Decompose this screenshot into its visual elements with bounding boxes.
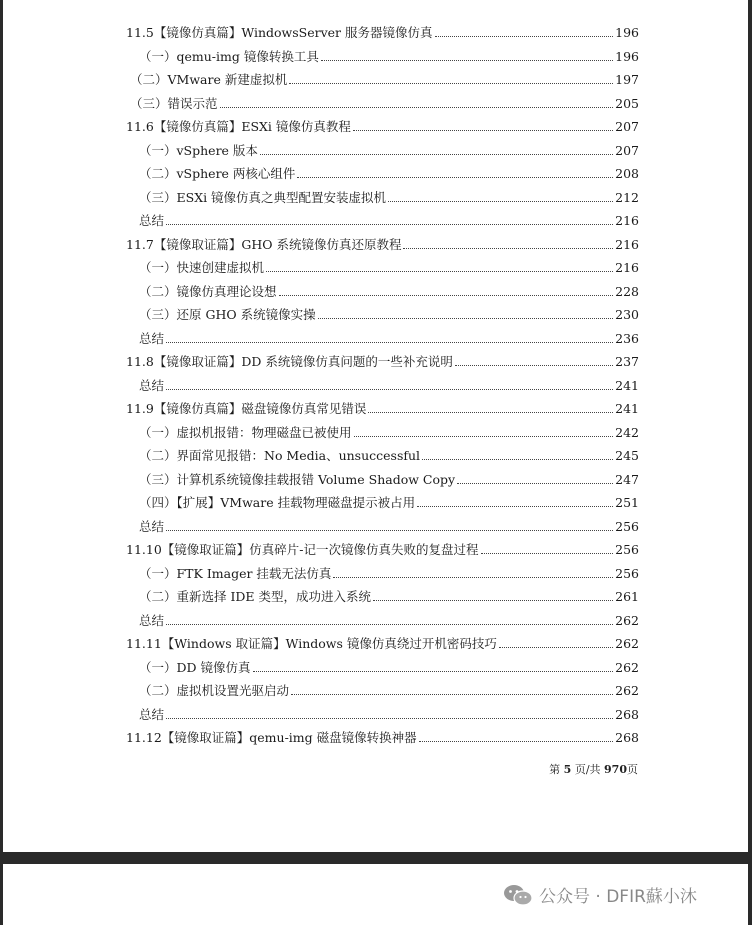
- toc-leader-dots: [481, 553, 614, 554]
- toc-leader-dots: [417, 506, 613, 507]
- toc-entry-page: 197: [615, 72, 639, 87]
- toc-entry[interactable]: [130, 68, 639, 88]
- toc-entry-page: 262: [615, 636, 639, 651]
- toc-entry-page: 208: [615, 166, 639, 181]
- toc-entry[interactable]: [139, 186, 639, 206]
- toc-entry[interactable]: [139, 327, 639, 347]
- toc-entry-page: 212: [615, 189, 639, 205]
- toc-entry-page: 262: [615, 612, 639, 628]
- toc-entry[interactable]: [126, 632, 639, 652]
- toc-entry[interactable]: [139, 562, 639, 582]
- toc-entry-page: 216: [615, 213, 639, 228]
- toc-entry-page: 230: [615, 307, 639, 322]
- toc-entry-title: （四）【扩展】VMware 挂载物理磁盘提示被占用: [139, 495, 416, 510]
- toc-leader-dots: [499, 647, 613, 648]
- toc-entry-page: 196: [615, 48, 639, 64]
- toc-entry[interactable]: [126, 115, 639, 135]
- toc-leader-dots: [253, 671, 614, 672]
- toc-leader-dots: [353, 130, 613, 131]
- toc-entry-page: 268: [615, 706, 639, 722]
- toc-leader-dots: [457, 483, 613, 484]
- toc-entry-page: 207: [615, 119, 639, 134]
- toc-entry-page: 247: [615, 471, 639, 487]
- toc-entry[interactable]: [126, 233, 639, 253]
- toc-entry-page: 245: [615, 448, 639, 463]
- toc-leader-dots: [166, 389, 613, 390]
- toc-entry-page: 261: [615, 589, 639, 604]
- toc-leader-dots: [435, 36, 614, 37]
- toc-entry-title: 11.11【Windows 取证篇】Windows 镜像仿真绕过开机密码技巧: [126, 636, 497, 651]
- toc-leader-dots: [166, 224, 613, 225]
- toc-entry-page: 256: [615, 518, 639, 534]
- toc-entry-title: 11.7【镜像取证篇】GHO 系统镜像仿真还原教程: [126, 236, 402, 252]
- toc-entry[interactable]: [126, 538, 639, 558]
- toc-leader-dots: [403, 248, 613, 249]
- toc-leader-dots: [354, 436, 614, 437]
- footer-prefix: 第: [549, 763, 564, 776]
- toc-entry-page: 268: [615, 730, 639, 745]
- toc-leader-dots: [321, 60, 613, 61]
- toc-entry-title: （二）vSphere 两核心组件: [139, 166, 296, 181]
- toc-entry[interactable]: [139, 45, 639, 65]
- toc-leader-dots: [297, 177, 613, 178]
- toc-entry[interactable]: [139, 468, 639, 488]
- toc-entry[interactable]: [139, 303, 639, 323]
- toc-entry[interactable]: [130, 92, 639, 112]
- toc-entry[interactable]: [139, 374, 639, 394]
- toc-entry-page: 216: [615, 260, 639, 275]
- toc-entry[interactable]: [139, 139, 639, 159]
- toc-entry[interactable]: [139, 515, 639, 535]
- toc-entry-page: 241: [615, 377, 639, 393]
- toc-leader-dots: [279, 295, 614, 296]
- toc-entry-title: （一）快速创建虚拟机: [139, 260, 265, 275]
- document-page: [3, 0, 748, 852]
- toc-entry[interactable]: [139, 656, 639, 676]
- toc-leader-dots: [260, 154, 613, 155]
- toc-entry-title: 总结: [139, 706, 165, 722]
- toc-entry[interactable]: [126, 397, 639, 417]
- toc-entry-title: 11.8【镜像取证篇】DD 系统镜像仿真问题的一些补充说明: [126, 354, 453, 369]
- toc-entry-page: 205: [615, 95, 639, 111]
- toc-entry-title: 总结: [139, 612, 165, 628]
- next-document-page: [3, 864, 748, 925]
- toc-entry-title: （三）计算机系统镜像挂载报错 Volume Shadow Copy: [139, 471, 456, 487]
- toc-leader-dots: [166, 342, 613, 343]
- toc-entry-title: （一）DD 镜像仿真: [139, 659, 251, 675]
- toc-entry[interactable]: [139, 209, 639, 229]
- toc-entry-title: 总结: [139, 213, 165, 228]
- toc-entry-title: （三）还原 GHO 系统镜像实操: [139, 307, 316, 322]
- toc-entry-title: （一）FTK Imager 挂载无法仿真: [139, 565, 332, 581]
- toc-entry-title: （一）虚拟机报错：物理磁盘已被使用: [139, 424, 352, 440]
- wechat-icon: [503, 884, 533, 906]
- toc-entry-title: （二）虚拟机设置光驱启动: [139, 683, 290, 698]
- toc-entry-title: 11.12【镜像取证篇】qemu-img 磁盘镜像转换神器: [126, 730, 417, 745]
- toc-leader-dots: [266, 271, 613, 272]
- toc-entry-title: 11.6【镜像仿真篇】ESXi 镜像仿真教程: [126, 119, 351, 134]
- toc-entry-title: （二）VMware 新建虚拟机: [130, 72, 288, 87]
- toc-leader-dots: [419, 741, 614, 742]
- toc-entry-page: 216: [615, 236, 639, 252]
- toc-leader-dots: [388, 201, 613, 202]
- toc-entry-title: 总结: [139, 377, 165, 393]
- current-page-number: 5: [563, 763, 572, 776]
- toc-entry[interactable]: [139, 444, 639, 464]
- toc-entry-title: （二）镜像仿真理论设想: [139, 283, 277, 299]
- toc-entry-title: （一）qemu-img 镜像转换工具: [139, 48, 319, 64]
- toc-entry[interactable]: [126, 350, 639, 370]
- toc-leader-dots: [422, 459, 613, 460]
- toc-entry-page: 237: [615, 354, 639, 369]
- watermark: [503, 882, 697, 907]
- toc-entry[interactable]: [139, 679, 639, 699]
- toc-entry[interactable]: [139, 421, 639, 441]
- toc-entry-title: （三）错误示范: [130, 95, 218, 111]
- toc-entry-title: 11.5【镜像仿真篇】WindowsServer 服务器镜像仿真: [126, 25, 433, 40]
- toc-leader-dots: [368, 412, 613, 413]
- toc-entry-title: （三）ESXi 镜像仿真之典型配置安装虚拟机: [139, 189, 387, 205]
- toc-entry-page: 242: [615, 424, 639, 440]
- toc-entry-page: 207: [615, 142, 639, 158]
- toc-entry-page: 256: [615, 565, 639, 581]
- toc-entry-title: 11.10【镜像取证篇】仿真碎片-记一次镜像仿真失败的复盘过程: [126, 542, 479, 557]
- toc-entry[interactable]: [126, 21, 639, 41]
- toc-leader-dots: [166, 530, 613, 531]
- toc-leader-dots: [166, 718, 613, 719]
- total-page-count: 970: [604, 763, 627, 776]
- toc-entry[interactable]: [139, 256, 639, 276]
- toc-leader-dots: [455, 365, 613, 366]
- toc-entry-page: 228: [615, 283, 639, 299]
- toc-entry-page: 251: [615, 495, 639, 510]
- toc-entry-title: （一）vSphere 版本: [139, 142, 258, 158]
- toc-leader-dots: [289, 83, 613, 84]
- toc-entry[interactable]: [139, 162, 639, 182]
- toc-entry-page: 256: [615, 542, 639, 557]
- footer-suffix: 页: [627, 763, 638, 776]
- toc-entry[interactable]: [139, 609, 639, 629]
- toc-leader-dots: [373, 600, 613, 601]
- toc-entry[interactable]: [126, 726, 639, 746]
- toc-leader-dots: [220, 107, 614, 108]
- toc-entry-title: 总结: [139, 518, 165, 534]
- toc-entry-page: 236: [615, 330, 639, 346]
- toc-entry-page: 262: [615, 659, 639, 675]
- toc-entry-title: 11.9【镜像仿真篇】磁盘镜像仿真常见错误: [126, 401, 367, 416]
- toc-entry-title: （二）重新选择 IDE 类型，成功进入系统: [139, 589, 372, 604]
- toc-entry[interactable]: [139, 491, 639, 511]
- toc-leader-dots: [291, 694, 613, 695]
- toc-entry-page: 262: [615, 683, 639, 698]
- footer-middle: 页/共: [571, 763, 605, 776]
- toc-entry[interactable]: [139, 585, 639, 605]
- watermark-text: 公众号 · DFIR蘇小沐: [539, 887, 697, 907]
- toc-entry[interactable]: [139, 280, 639, 300]
- toc-entry-page: 196: [615, 25, 639, 40]
- toc-entry-page: 241: [615, 401, 639, 416]
- toc-entry[interactable]: [139, 703, 639, 723]
- toc-entry-title: 总结: [139, 330, 165, 346]
- toc-leader-dots: [318, 318, 614, 319]
- toc-entry-title: （二）界面常见报错：No Media、unsuccessful: [139, 448, 421, 463]
- toc-leader-dots: [333, 577, 613, 578]
- page-footer: [549, 761, 638, 777]
- toc-leader-dots: [166, 624, 613, 625]
